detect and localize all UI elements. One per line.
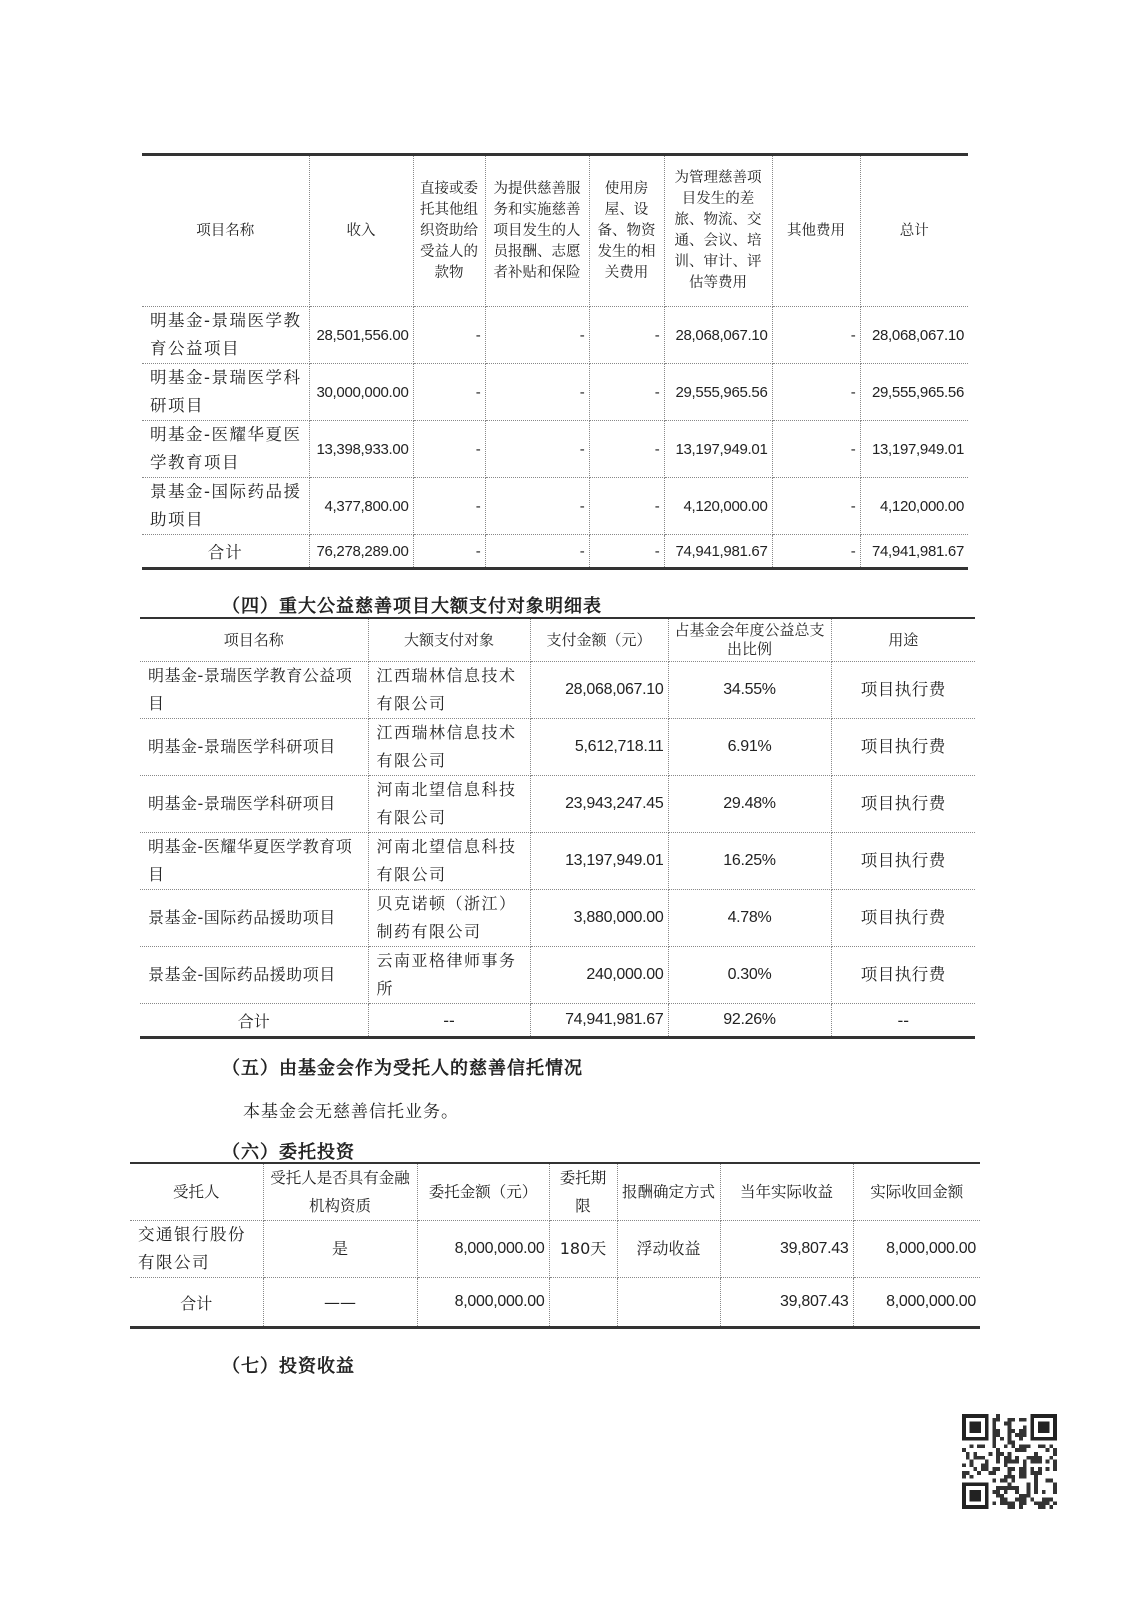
cell-project-name: 景基金-国际药品援助项目 <box>140 947 368 1004</box>
cell-payee: 河南北望信息科技有限公司 <box>368 833 530 890</box>
table-row <box>142 364 968 421</box>
cell-direct-grants: - <box>413 478 485 535</box>
header-trustee: 受托人 <box>130 1163 263 1221</box>
cell-trustee: 交通银行股份有限公司 <box>130 1221 263 1278</box>
cell-income: 28,501,556.00 <box>309 307 413 364</box>
table-header-row <box>130 1163 980 1221</box>
table-header-row <box>140 618 975 662</box>
header-project-name: 项目名称 <box>142 155 309 307</box>
cell-amount: 74,941,981.67 <box>530 1004 668 1038</box>
cell-payee: 江西瑞林信息技术有限公司 <box>368 662 530 719</box>
cell-total-label: 合计 <box>142 535 309 569</box>
cell-return-method: 浮动收益 <box>617 1221 720 1278</box>
table-row <box>140 833 975 890</box>
cell-total: 74,941,981.67 <box>860 535 968 569</box>
cell-total-label: 合计 <box>130 1278 263 1328</box>
cell-total-label: 合计 <box>140 1004 368 1038</box>
cell-project-name: 明基金-医耀华夏医学教育项目 <box>142 421 309 478</box>
cell-return-method <box>617 1278 720 1328</box>
header-project-name: 项目名称 <box>140 618 368 662</box>
cell-ratio: 34.55% <box>668 662 831 719</box>
cell-ratio: 6.91% <box>668 719 831 776</box>
cell-other: - <box>772 421 860 478</box>
cell-direct-grants: - <box>413 307 485 364</box>
cell-income: 30,000,000.00 <box>309 364 413 421</box>
header-return-method: 报酬确定方式 <box>617 1163 720 1221</box>
cell-personnel: - <box>485 478 589 535</box>
cell-amount: 13,197,949.01 <box>530 833 668 890</box>
cell-purpose: 项目执行费 <box>831 776 975 833</box>
cell-payee: 江西瑞林信息技术有限公司 <box>368 719 530 776</box>
cell-payee: 河南北望信息科技有限公司 <box>368 776 530 833</box>
cell-ratio: 29.48% <box>668 776 831 833</box>
cell-entrusted-amount: 8,000,000.00 <box>417 1278 549 1328</box>
table-row <box>142 478 968 535</box>
cell-amount: 28,068,067.10 <box>530 662 668 719</box>
header-financial-qualification: 受托人是否具有金融机构资质 <box>263 1163 417 1221</box>
cell-purpose: 项目执行费 <box>831 833 975 890</box>
header-entrusted-amount: 委托金额（元） <box>417 1163 549 1221</box>
header-actual-income: 当年实际收益 <box>720 1163 853 1221</box>
cell-project-name: 明基金-景瑞医学教育公益项目 <box>140 662 368 719</box>
cell-other: - <box>772 535 860 569</box>
section-6-title: （六）委托投资 <box>222 1142 355 1163</box>
cell-management: 29,555,965.56 <box>664 364 772 421</box>
header-other: 其他费用 <box>772 155 860 307</box>
cell-other: - <box>772 364 860 421</box>
cell-property-use: - <box>589 364 664 421</box>
table-row <box>140 890 975 947</box>
cell-income: 13,398,933.00 <box>309 421 413 478</box>
project-expense-table <box>142 153 968 570</box>
table-total-row <box>142 535 968 569</box>
cell-project-name: 明基金-景瑞医学科研项目 <box>140 776 368 833</box>
table-row <box>142 307 968 364</box>
cell-project-name: 明基金-景瑞医学科研项目 <box>140 719 368 776</box>
table-total-row <box>130 1278 980 1328</box>
cell-ratio: 4.78% <box>668 890 831 947</box>
header-direct-grants: 直接或委托其他组织资助给受益人的款物 <box>413 155 485 307</box>
section-7-title: （七）投资收益 <box>222 1356 355 1377</box>
qr-code-icon <box>962 1414 1057 1509</box>
cell-purpose: -- <box>831 1004 975 1038</box>
cell-amount: 23,943,247.45 <box>530 776 668 833</box>
cell-recovered-amount: 8,000,000.00 <box>853 1278 980 1328</box>
cell-term: 180天 <box>549 1221 617 1278</box>
header-ratio: 占基金会年度公益总支出比例 <box>668 618 831 662</box>
cell-term <box>549 1278 617 1328</box>
cell-entrusted-amount: 8,000,000.00 <box>417 1221 549 1278</box>
cell-property-use: - <box>589 307 664 364</box>
cell-financial-qualification: 是 <box>263 1221 417 1278</box>
cell-purpose: 项目执行费 <box>831 719 975 776</box>
table-total-row <box>140 1004 975 1038</box>
cell-management: 74,941,981.67 <box>664 535 772 569</box>
cell-purpose: 项目执行费 <box>831 662 975 719</box>
cell-total: 4,120,000.00 <box>860 478 968 535</box>
cell-ratio: 92.26% <box>668 1004 831 1038</box>
cell-property-use: - <box>589 421 664 478</box>
header-management: 为管理慈善项目发生的差旅、物流、交通、会议、培训、审计、评估等费用 <box>664 155 772 307</box>
header-term: 委托期限 <box>549 1163 617 1221</box>
cell-property-use: - <box>589 535 664 569</box>
cell-ratio: 0.30% <box>668 947 831 1004</box>
cell-personnel: - <box>485 307 589 364</box>
table-row <box>140 947 975 1004</box>
cell-payee: -- <box>368 1004 530 1038</box>
header-amount: 支付金额（元） <box>530 618 668 662</box>
cell-payee: 贝克诺顿（浙江）制药有限公司 <box>368 890 530 947</box>
cell-project-name: 明基金-景瑞医学教育公益项目 <box>142 307 309 364</box>
large-payment-table <box>140 617 975 1039</box>
cell-property-use: - <box>589 478 664 535</box>
cell-project-name: 景基金-国际药品援助项目 <box>140 890 368 947</box>
cell-income: 76,278,289.00 <box>309 535 413 569</box>
section-5-title: （五）由基金会作为受托人的慈善信托情况 <box>222 1058 583 1079</box>
header-income: 收入 <box>309 155 413 307</box>
cell-management: 4,120,000.00 <box>664 478 772 535</box>
cell-other: - <box>772 307 860 364</box>
cell-management: 28,068,067.10 <box>664 307 772 364</box>
cell-income: 4,377,800.00 <box>309 478 413 535</box>
cell-total: 13,197,949.01 <box>860 421 968 478</box>
cell-purpose: 项目执行费 <box>831 890 975 947</box>
cell-other: - <box>772 478 860 535</box>
cell-recovered-amount: 8,000,000.00 <box>853 1221 980 1278</box>
cell-management: 13,197,949.01 <box>664 421 772 478</box>
header-total: 总计 <box>860 155 968 307</box>
table-row <box>140 662 975 719</box>
table-row <box>140 719 975 776</box>
header-personnel: 为提供慈善服务和实施慈善项目发生的人员报酬、志愿者补贴和保险 <box>485 155 589 307</box>
cell-direct-grants: - <box>413 421 485 478</box>
entrusted-investment-table <box>130 1162 980 1329</box>
header-property-use: 使用房屋、设备、物资发生的相关费用 <box>589 155 664 307</box>
header-purpose: 用途 <box>831 618 975 662</box>
cell-actual-income: 39,807.43 <box>720 1278 853 1328</box>
cell-actual-income: 39,807.43 <box>720 1221 853 1278</box>
cell-direct-grants: - <box>413 535 485 569</box>
cell-project-name: 明基金-景瑞医学科研项目 <box>142 364 309 421</box>
header-recovered-amount: 实际收回金额 <box>853 1163 980 1221</box>
cell-direct-grants: - <box>413 364 485 421</box>
cell-project-name: 明基金-医耀华夏医学教育项目 <box>140 833 368 890</box>
cell-personnel: - <box>485 364 589 421</box>
cell-financial-qualification: —— <box>263 1278 417 1328</box>
table-row <box>142 421 968 478</box>
section-4-title: （四）重大公益慈善项目大额支付对象明细表 <box>222 596 602 617</box>
cell-total: 29,555,965.56 <box>860 364 968 421</box>
section-5-text: 本基金会无慈善信托业务。 <box>243 1102 459 1122</box>
cell-amount: 240,000.00 <box>530 947 668 1004</box>
cell-personnel: - <box>485 535 589 569</box>
cell-personnel: - <box>485 421 589 478</box>
cell-project-name: 景基金-国际药品援助项目 <box>142 478 309 535</box>
table-header-row <box>142 155 968 307</box>
cell-amount: 3,880,000.00 <box>530 890 668 947</box>
cell-ratio: 16.25% <box>668 833 831 890</box>
cell-amount: 5,612,718.11 <box>530 719 668 776</box>
cell-payee: 云南亚格律师事务所 <box>368 947 530 1004</box>
cell-purpose: 项目执行费 <box>831 947 975 1004</box>
table-row <box>140 776 975 833</box>
header-payee: 大额支付对象 <box>368 618 530 662</box>
table-row <box>130 1221 980 1278</box>
cell-total: 28,068,067.10 <box>860 307 968 364</box>
